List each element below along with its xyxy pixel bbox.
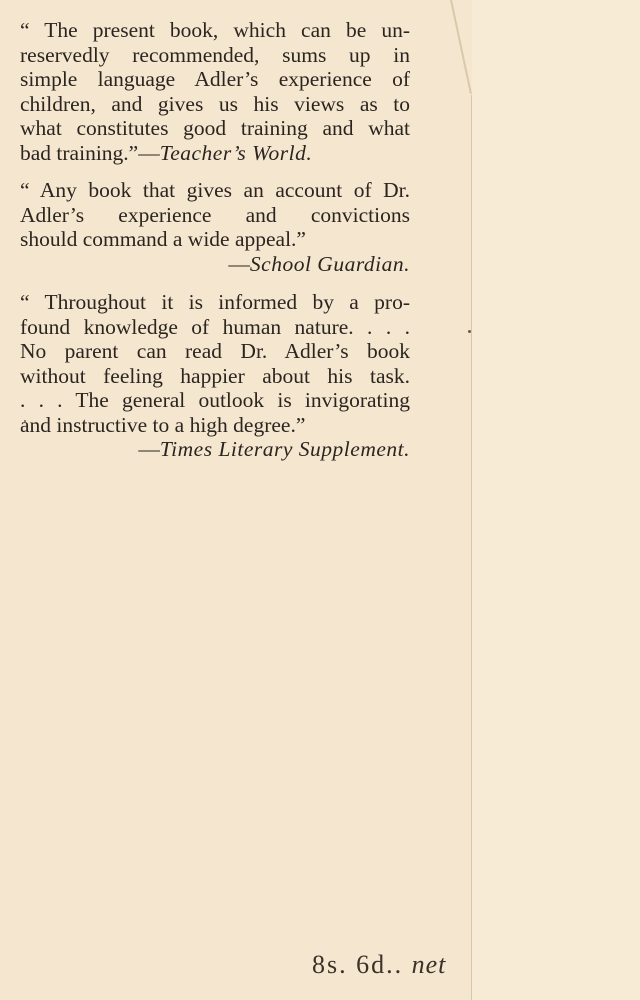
quote-line: Adler’s experience and convictions	[20, 202, 410, 227]
flap-fold-line	[471, 95, 472, 1000]
price-label	[312, 950, 446, 980]
quote-line: “ The present book, which can be un-	[20, 18, 410, 42]
review-quote-school-guardian	[20, 178, 410, 276]
quote-line: simple language Adler’s experience of	[20, 67, 410, 91]
quote-line: should command a wide appeal.”	[20, 227, 306, 251]
quote-line: without feeling happier about his task.	[20, 363, 410, 388]
quote-line: found knowledge of human nature. . . .	[20, 314, 410, 339]
review-quote-times-literary-supplement	[20, 290, 410, 462]
book-cover-edge	[472, 0, 640, 1000]
quote-line: reservedly recommended, sums up in	[20, 42, 410, 67]
quote-attribution: School Guardian.	[249, 251, 410, 276]
attribution-dash: —	[228, 251, 250, 276]
quote-text: bad training.”—	[20, 140, 160, 165]
quote-line: “ Throughout it is informed by a pro-	[20, 290, 410, 314]
paper-speck	[468, 330, 471, 333]
quote-attribution: Teacher’s World.	[159, 140, 313, 165]
quote-line: No parent can read Dr. Adler’s book	[20, 339, 410, 363]
review-quote-teachers-world	[20, 18, 410, 165]
quote-line: “ Any book that gives an account of Dr.	[20, 178, 410, 202]
quote-attribution: Times Literary Supplement.	[159, 437, 410, 461]
quote-attribution-line	[20, 437, 410, 462]
quote-line: and instructive to a high degree.”	[20, 412, 306, 437]
price-suffix: net	[411, 950, 447, 979]
quote-line: . . . The general outlook is invigorating	[20, 388, 410, 412]
quote-attribution-line	[20, 252, 410, 277]
quote-line: what constitutes good training and what	[20, 116, 410, 140]
quote-line	[20, 141, 410, 166]
quote-line: children, and gives us his views as to	[20, 91, 410, 116]
price-amount: 8s. 6d..	[312, 950, 404, 979]
attribution-dash: —	[138, 437, 160, 461]
